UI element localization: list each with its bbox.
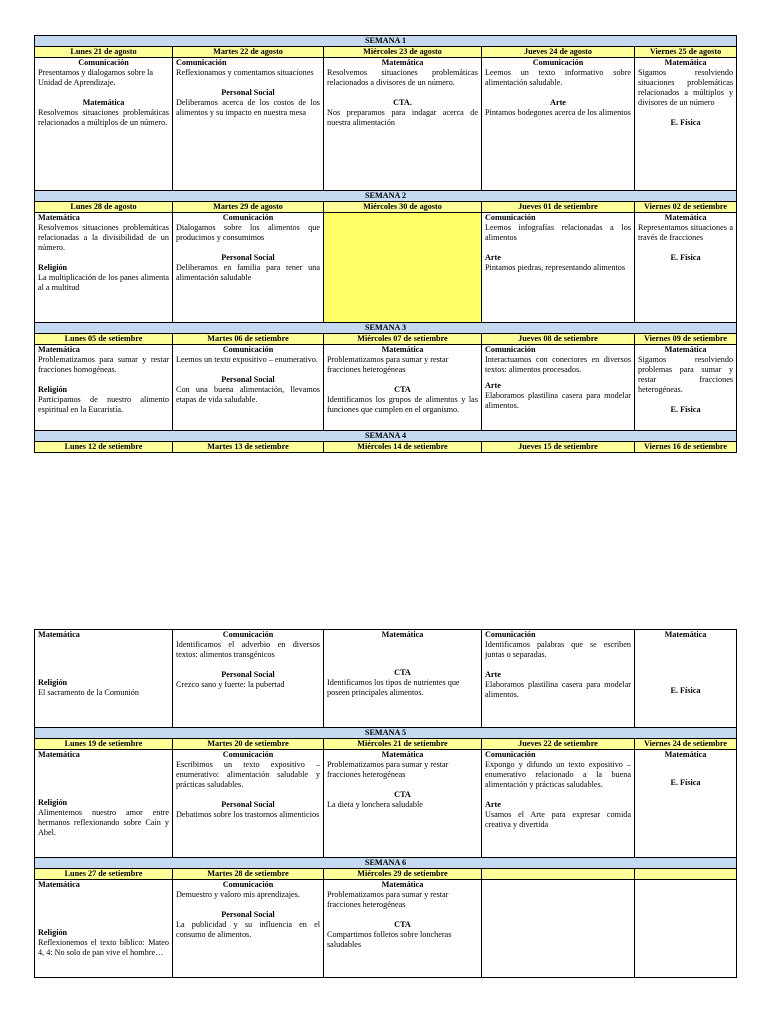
- subject-heading: Matemática: [664, 750, 707, 759]
- empty-day-cell: [482, 880, 635, 978]
- activity-text: Representamos situaciones a través de fracciones: [638, 223, 734, 242]
- activity-text: Deliberamos en familia para tener una alimentación saludable: [176, 263, 320, 282]
- activity-text: Identificamos el adverbio en diversos textos: alimentos transgénicos: [176, 640, 320, 659]
- subject-heading: Religión: [38, 928, 68, 937]
- week-header-row: [35, 191, 737, 202]
- subject-heading: E. Física: [670, 778, 701, 787]
- schedule-table-page-1: [34, 35, 737, 453]
- day-header: Lunes 12 de setiembre: [35, 442, 173, 453]
- subject-heading: Matemática: [664, 630, 707, 639]
- week-title: SEMANA 1: [35, 36, 737, 47]
- activity-text: Sigamos resolviendo situaciones problemáticas relacionados a múltiplos y divisores de un número: [638, 68, 734, 107]
- day-header: Martes 13 de setiembre: [173, 442, 324, 453]
- subject-heading: CTA: [394, 385, 411, 394]
- day-header: Jueves 01 de setiembre: [482, 202, 635, 213]
- day-header: Viernes 09 de setiembre: [635, 334, 737, 345]
- subject-heading: CTA: [394, 920, 411, 929]
- subject-heading: Comunicación: [485, 630, 536, 639]
- subject-heading: Religión: [38, 263, 68, 272]
- day-cell: [482, 345, 635, 431]
- week-header-row: [35, 36, 737, 47]
- activity-text: Presentamos y dialogamos sobre la Unidad de Aprendizaje.: [38, 68, 154, 87]
- activity-text: Interactuamos con conectores en diversos textos: alimentos procesados.: [485, 355, 631, 374]
- subject-heading: Personal Social: [221, 375, 275, 384]
- activity-text: Alimentemos nuestro amor entre hermanos reflexionando sobre Caín y Abel.: [38, 808, 169, 837]
- day-header-row: [35, 869, 737, 880]
- activity-text: El sacramento de la Comunión: [38, 688, 139, 697]
- day-cell: [324, 630, 482, 728]
- subject-heading: Personal Social: [221, 670, 275, 679]
- day-cell: [173, 213, 324, 323]
- day-header: Miércoles 29 de setiembre: [324, 869, 482, 880]
- subject-heading: Matemática: [381, 750, 424, 759]
- subject-heading: Personal Social: [221, 253, 275, 262]
- activity-text: Nos preparamos para indagar acerca de nuestra alimentación: [327, 108, 478, 127]
- subject-heading: Matemática: [381, 345, 424, 354]
- activity-text: Problematizamos para sumar y restar fracciones heterogéneas: [327, 890, 449, 909]
- activity-text: Pintamos piedras, representando alimentos: [485, 263, 626, 272]
- activity-text: Pintamos bodegones acerca de los alimentos: [485, 108, 631, 117]
- subject-heading: Comunicación: [485, 345, 536, 354]
- subject-heading: Matemática: [82, 98, 125, 107]
- activity-text: Reflexionamos y comentamos situaciones: [176, 68, 314, 77]
- day-cell: [635, 213, 737, 323]
- subject-heading: Arte: [485, 800, 501, 809]
- subject-heading: Comunicación: [485, 213, 536, 222]
- day-cell: [35, 213, 173, 323]
- subject-heading: Personal Social: [221, 88, 275, 97]
- day-header: Martes 29 de agosto: [173, 202, 324, 213]
- day-header: Miércoles 21 de setiembre: [324, 739, 482, 750]
- day-header: Miércoles 30 de agosto: [324, 202, 482, 213]
- empty-day-cell: [635, 880, 737, 978]
- day-header: Lunes 27 de setiembre: [35, 869, 173, 880]
- day-header: Viernes 16 de setiembre: [635, 442, 737, 453]
- empty-day-cell: [324, 213, 482, 323]
- day-cell: [482, 213, 635, 323]
- activity-text: Debatimos sobre los trastornos alimenticios: [176, 810, 320, 819]
- activity-text: Sigamos resolviendo problemas para sumar y restar fracciones heterogéneas.: [638, 355, 734, 394]
- activity-text: Leemos un texto informativo sobre alimentación saludable.: [485, 68, 631, 87]
- activity-text: Deliberamos acerca de los costos de los alimentos y su impacto en nuestra mesa: [176, 98, 320, 117]
- activities-row: [35, 880, 737, 978]
- activity-text: La publicidad y su influencia en el consumo de alimentos.: [176, 920, 320, 939]
- day-header: Viernes 25 de agosto: [635, 47, 737, 58]
- activity-text: Dialogamos sobre los alimentos que producimos y consumimos: [176, 223, 320, 242]
- day-header: Miércoles 14 de setiembre: [324, 442, 482, 453]
- activity-text: Leemos infografías relacionadas a los alimentos: [485, 223, 631, 242]
- week-title: SEMANA 5: [35, 728, 737, 739]
- day-header-row: [35, 739, 737, 750]
- day-header: Jueves 24 de agosto: [482, 47, 635, 58]
- subject-heading: Matemática: [664, 345, 707, 354]
- activity-text: La multiplicación de los panes alimenta al a multitud: [38, 273, 169, 292]
- schedule-table-page-2: [34, 629, 737, 978]
- activity-text: Identificamos los tipos de nutrientes que poseen principales alimentos.: [327, 678, 460, 697]
- day-cell: [324, 345, 482, 431]
- subject-heading: Arte: [485, 670, 501, 679]
- day-header-row: [35, 442, 737, 453]
- activities-row: [35, 213, 737, 323]
- activities-row: [35, 750, 737, 858]
- activity-text: Elaboramos plastilina casera para modelar alimentos.: [485, 391, 631, 410]
- day-header-row: [35, 334, 737, 345]
- subject-heading: Arte: [550, 98, 566, 107]
- day-header: Viernes 02 de setiembre: [635, 202, 737, 213]
- subject-heading: Comunicación: [222, 213, 274, 222]
- day-header: Jueves 15 de setiembre: [482, 442, 635, 453]
- day-cell: [173, 630, 324, 728]
- week-header-row: [35, 431, 737, 442]
- day-cell: [324, 58, 482, 191]
- activity-text: Demuestro y valoro mis aprendizajes.: [176, 890, 300, 899]
- week-header-row: [35, 858, 737, 869]
- activity-text: Elaboramos plastilina casera para modelar alimentos.: [485, 680, 631, 699]
- day-cell: [35, 58, 173, 191]
- subject-heading: E. Física: [670, 118, 701, 127]
- subject-heading: Religión: [38, 678, 68, 687]
- subject-heading: Matemática: [38, 630, 80, 639]
- activity-text: Problematizamos para sumar y restar fracciones homogéneas.: [38, 355, 169, 374]
- subject-heading: Matemática: [38, 213, 80, 222]
- subject-heading: E. Física: [670, 253, 701, 262]
- subject-heading: E. Física: [670, 405, 701, 414]
- week-header-row: [35, 728, 737, 739]
- week-title: SEMANA 6: [35, 858, 737, 869]
- subject-heading: Comunicación: [222, 880, 274, 889]
- day-header: [635, 869, 737, 880]
- day-cell: [35, 345, 173, 431]
- day-cell: [635, 750, 737, 858]
- subject-heading: CTA: [394, 790, 411, 799]
- subject-heading: Comunicación: [176, 58, 227, 67]
- day-cell: [173, 750, 324, 858]
- subject-heading: Matemática: [381, 880, 424, 889]
- subject-heading: E. Física: [670, 686, 701, 695]
- day-cell: [35, 880, 173, 978]
- activity-text: Usamos el Arte para expresar comida creativa y divertida: [485, 810, 631, 829]
- week-title: SEMANA 2: [35, 191, 737, 202]
- activity-text: Reflexionemos el texto bíblico: Mateo 4, 4: No solo de pan vive el hombre…: [38, 938, 169, 957]
- day-cell: [35, 750, 173, 858]
- activity-text: Identificamos los grupos de alimentos y las funciones que cumplen en el organismo.: [327, 395, 478, 414]
- day-cell: [635, 345, 737, 431]
- subject-heading: Comunicación: [78, 58, 129, 67]
- subject-heading: Arte: [485, 381, 501, 390]
- week-header-row: [35, 323, 737, 334]
- week-title: SEMANA 3: [35, 323, 737, 334]
- activities-row: [35, 345, 737, 431]
- day-cell: [35, 630, 173, 728]
- day-header-row: [35, 202, 737, 213]
- day-cell: [173, 880, 324, 978]
- activity-text: Problematizamos para sumar y restar fracciones heterogéneas: [327, 355, 449, 374]
- subject-heading: Comunicación: [222, 750, 274, 759]
- day-header: [482, 869, 635, 880]
- day-header: Jueves 08 de setiembre: [482, 334, 635, 345]
- day-header-row: [35, 47, 737, 58]
- activity-text: Participamos de nuestro alimento espiritual en la Eucaristía.: [38, 395, 169, 414]
- day-header: Viernes 24 de setiembre: [635, 739, 737, 750]
- subject-heading: Comunicación: [532, 58, 584, 67]
- subject-heading: Matemática: [664, 58, 707, 67]
- subject-heading: Comunicación: [222, 630, 274, 639]
- subject-heading: Matemática: [38, 750, 80, 759]
- day-header: Miércoles 23 de agosto: [324, 47, 482, 58]
- activity-text: Problematizamos para sumar y restar fracciones heterogéneas: [327, 760, 449, 779]
- subject-heading: CTA: [394, 668, 411, 677]
- day-header: Lunes 28 de agosto: [35, 202, 173, 213]
- day-cell: [482, 58, 635, 191]
- day-cell: [324, 880, 482, 978]
- subject-heading: Matemática: [664, 213, 707, 222]
- day-header: Lunes 19 de setiembre: [35, 739, 173, 750]
- activity-text: Resolvemos situaciones problemáticas relacionados a múltiplos de un número.: [38, 108, 169, 127]
- day-header: Miércoles 07 de setiembre: [324, 334, 482, 345]
- subject-heading: CTA.: [393, 98, 412, 107]
- activity-text: Resolvemos situaciones problemáticas relacionados a divisores de un número.: [327, 68, 478, 87]
- activity-text: Escribimos un texto expositivo – enumerativo: alimentación saludable y prácticas saludables.: [176, 760, 320, 789]
- day-cell: [173, 345, 324, 431]
- subject-heading: Matemática: [381, 630, 424, 639]
- day-header: Martes 06 de setiembre: [173, 334, 324, 345]
- activity-text: Leemos un texto expositivo – enumerativo.: [176, 355, 318, 364]
- subject-heading: Comunicación: [222, 345, 274, 354]
- activities-row: [35, 630, 737, 728]
- subject-heading: Arte: [485, 253, 501, 262]
- day-cell: [635, 58, 737, 191]
- subject-heading: Matemática: [38, 345, 80, 354]
- day-cell: [173, 58, 324, 191]
- subject-heading: Personal Social: [221, 800, 275, 809]
- day-header: Jueves 22 de setiembre: [482, 739, 635, 750]
- day-header: Martes 28 de setiembre: [173, 869, 324, 880]
- activities-row: [35, 58, 737, 191]
- activity-text: Identificamos palabras que se escriben juntas o separadas.: [485, 640, 631, 659]
- activity-text: La dieta y lonchera saludable: [327, 800, 423, 809]
- day-cell: [482, 630, 635, 728]
- activity-text: Compartimos folletos sobre loncheras saludables: [327, 930, 452, 949]
- subject-heading: Religión: [38, 798, 68, 807]
- subject-heading: Religión: [38, 385, 68, 394]
- day-header: Martes 20 de setiembre: [173, 739, 324, 750]
- subject-heading: Comunicación: [485, 750, 536, 759]
- day-header: Lunes 05 de setiembre: [35, 334, 173, 345]
- activity-text: Crezco sano y fuerte: la pubertad: [176, 680, 285, 689]
- subject-heading: Personal Social: [221, 910, 275, 919]
- subject-heading: Matemática: [381, 58, 424, 67]
- day-cell: [482, 750, 635, 858]
- day-header: Martes 22 de agosto: [173, 47, 324, 58]
- activity-text: Con una buena alimentación, llevamos etapas de vida saludable.: [176, 385, 320, 404]
- day-header: Lunes 21 de agosto: [35, 47, 173, 58]
- activity-text: Resolvemos situaciones problemáticas relacionadas a la divisibilidad de un número.: [38, 223, 169, 252]
- activity-text: Expongo y difundo un texto expositivo – enumerativo relacionado a la buena alimentación y prácticas saludables.: [485, 760, 631, 789]
- day-cell: [635, 630, 737, 728]
- week-title: SEMANA 4: [35, 431, 737, 442]
- day-cell: [324, 750, 482, 858]
- subject-heading: Matemática: [38, 880, 80, 889]
